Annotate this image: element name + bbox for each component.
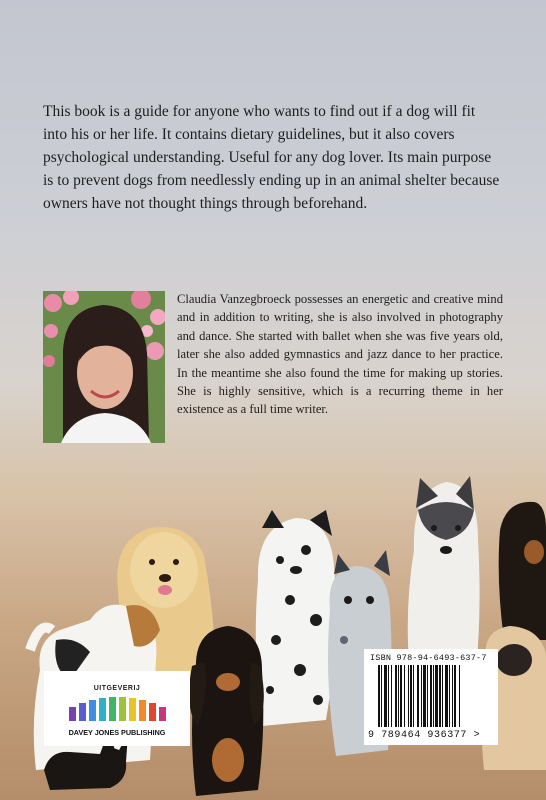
publisher-logo-bar xyxy=(99,698,106,721)
barcode-bar xyxy=(423,665,426,727)
barcode-bar xyxy=(391,665,392,727)
barcode-bar xyxy=(452,665,453,727)
barcode-bar xyxy=(439,665,441,727)
barcode-bar xyxy=(381,665,382,727)
barcode-bar xyxy=(388,665,389,727)
publisher-logo-bar xyxy=(159,707,166,721)
publisher-label: UITGEVERIJ xyxy=(93,685,141,692)
dogs-illustration xyxy=(0,470,546,800)
author-bio: Claudia Vanzegbroeck possesses an energetic and creative mind and in addition to writing, she is also involved in photography and dance. She started with ballet when she was five years old, later she also added gymnastics and jazz dance to her practice. In the meantime she also found the time for making up stories. She is highly sensitive, which is a recurring theme in her existence as a full time writer. xyxy=(177,292,503,417)
barcode-bar xyxy=(427,665,428,727)
barcode-bar xyxy=(404,665,405,727)
author-photo xyxy=(43,291,165,443)
barcode-bar xyxy=(445,665,448,727)
publisher-logo-bar xyxy=(69,707,76,721)
barcode-bar xyxy=(417,665,419,727)
barcode-bar xyxy=(435,665,438,727)
publisher-logo-bar xyxy=(149,703,156,721)
publisher-name: DAVEY JONES PUBLISHING xyxy=(68,728,166,737)
publisher-logo-bar xyxy=(109,697,116,721)
barcode-bar xyxy=(395,665,397,727)
barcode-bar xyxy=(410,665,412,727)
barcode-bar xyxy=(430,665,432,727)
barcode-bar xyxy=(400,665,402,727)
barcode-bar xyxy=(449,665,450,727)
barcode-bar xyxy=(421,665,422,727)
publisher-logo-bar xyxy=(139,700,146,721)
barcode-bar xyxy=(398,665,399,727)
barcode-bar xyxy=(454,665,456,727)
barcode-bar xyxy=(433,665,434,727)
barcode-bar xyxy=(408,665,409,727)
publisher-logo-bar xyxy=(129,698,136,721)
isbn-barcode xyxy=(364,649,498,745)
book-blurb: This book is a guide for anyone who wants to find out if a dog will fit into his or her life. It contains dietary guidelines, but it also covers psychological understanding. Useful for any dog lover. Its main purpose is to prevent dogs from needlessly ending up in an animal shelter because owners have not thought things through beforehand. xyxy=(43,103,500,212)
barcode-bar xyxy=(459,665,460,727)
barcode-bar xyxy=(378,665,380,727)
publisher-logo xyxy=(44,671,190,746)
barcode-digits: 9 789464 936377 > xyxy=(368,730,481,741)
barcode-bar xyxy=(442,665,443,727)
isbn-text: ISBN 978-94-6493-637-7 xyxy=(370,653,487,663)
barcode-bar xyxy=(413,665,414,727)
publisher-logo-bar xyxy=(79,703,86,721)
barcode-bar xyxy=(384,665,387,727)
publisher-logo-bar xyxy=(89,700,96,721)
publisher-logo-bar xyxy=(119,697,126,721)
